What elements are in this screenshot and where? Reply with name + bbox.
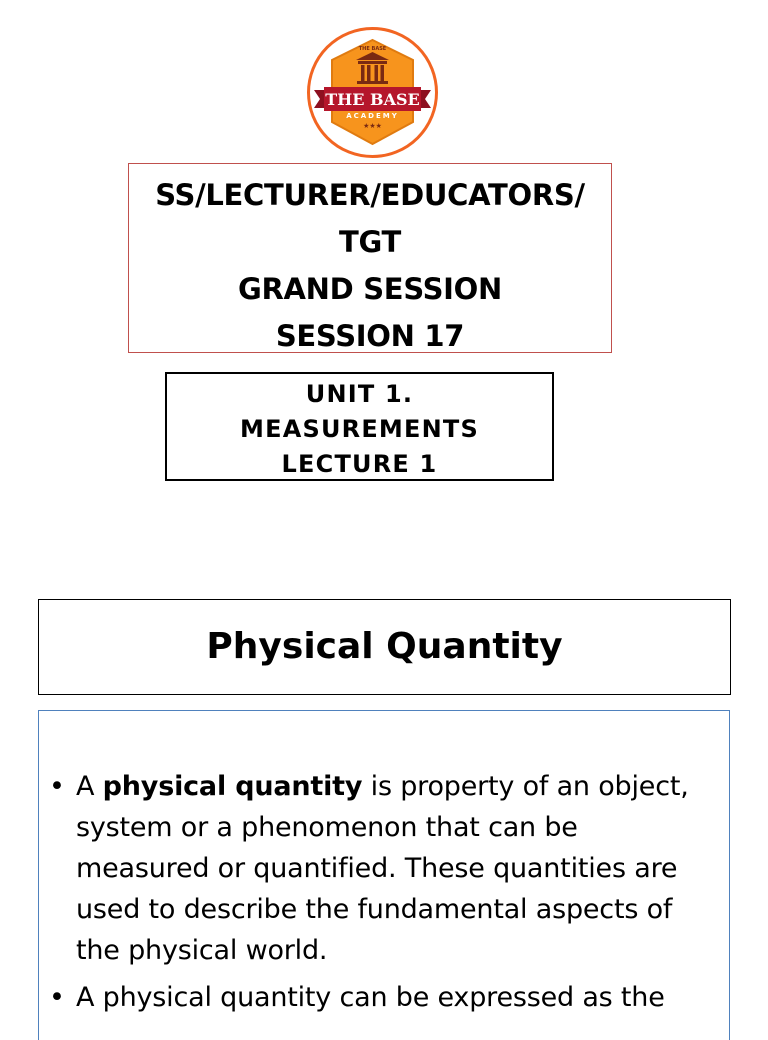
bullet-icon: • (49, 982, 65, 1013)
bullet1-prefix: A (76, 771, 103, 802)
slide-heading: Physical Quantity (206, 626, 563, 667)
bullet-icon: • (49, 771, 65, 802)
unit-line-2: MEASUREMENTS (240, 415, 479, 443)
logo-emblem-icon (306, 26, 439, 159)
unit-line-1: UNIT 1. (305, 380, 414, 408)
title-line-2: TGT (339, 225, 401, 259)
unit-line-3: LECTURE 1 (281, 450, 438, 478)
logo-sub-text: ACADEMY (346, 112, 399, 120)
bullet1-bold-term: physical quantity (102, 771, 363, 802)
bullet1-suffix: is property of an object, system or a phenomenon that can be measured or quantified. These quantities are used to describe the fundamental aspects of the physical world. (76, 771, 689, 966)
session-title-box (128, 163, 612, 353)
content-box (38, 710, 730, 1040)
academy-logo (306, 26, 439, 159)
title-line-4: SESSION 17 (275, 319, 465, 353)
logo-banner-text: THE BASE (325, 90, 420, 109)
title-line-1: SS/LECTURER/EDUCATORS/ (155, 178, 585, 212)
list-item (39, 977, 699, 1018)
unit-box (165, 372, 554, 481)
title-line-3: GRAND SESSION (238, 272, 502, 306)
slide-heading-box (38, 599, 731, 695)
bullet-list (39, 766, 699, 1024)
logo-top-text: THE BASE (358, 46, 387, 52)
logo-stars: ★★★ (363, 122, 382, 130)
list-item (39, 766, 699, 971)
bullet2-text: A physical quantity can be expressed as the (76, 982, 665, 1013)
